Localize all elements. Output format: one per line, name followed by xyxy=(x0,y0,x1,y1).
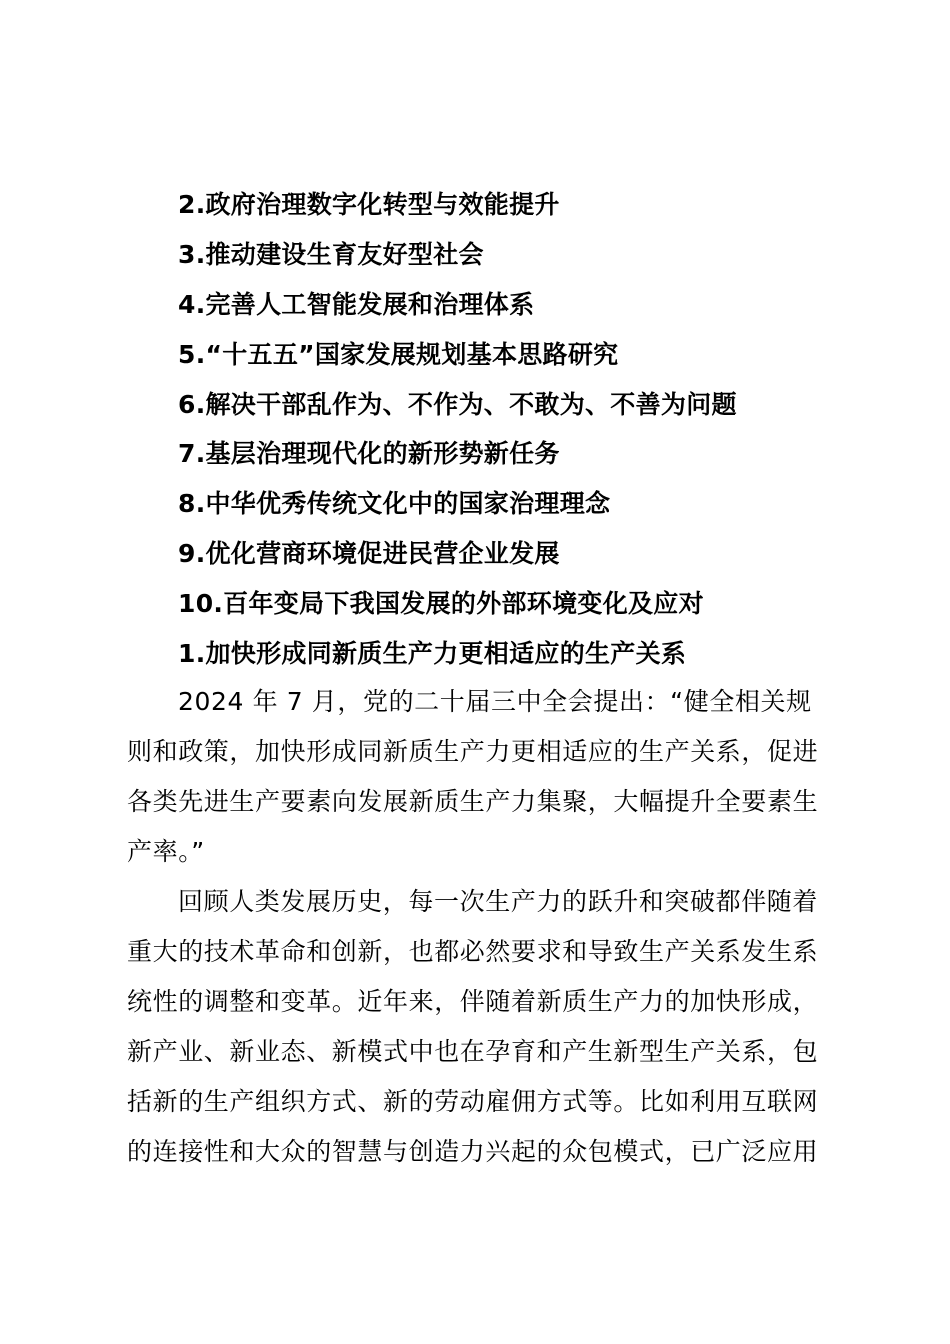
heading-item: 10.百年变局下我国发展的外部环境变化及应对 xyxy=(178,589,704,618)
paragraph-line: 产率。” xyxy=(127,837,205,866)
heading-item: 9.优化营商环境促进民营企业发展 xyxy=(178,539,560,568)
paragraph-line: 重大的技术革命和创新，也都必然要求和导致生产关系发生系 xyxy=(127,937,819,966)
paragraph-line: 回顾人类发展历史，每一次生产力的跃升和突破都伴随着 xyxy=(178,887,819,916)
paragraph-line: 的连接性和大众的智慧与创造力兴起的众包模式，已广泛应用 xyxy=(127,1137,819,1166)
heading-item: 5.“十五五”国家发展规划基本思路研究 xyxy=(178,340,619,369)
paragraph-line: 括新的生产组织方式、新的劳动雇佣方式等。比如利用互联网 xyxy=(127,1087,819,1116)
heading-item: 4.完善人工智能发展和治理体系 xyxy=(178,290,535,319)
heading-item: 7.基层治理现代化的新形势新任务 xyxy=(178,439,560,468)
heading-item: 2.政府治理数字化转型与效能提升 xyxy=(178,190,560,219)
heading-item: 8.中华优秀传统文化中的国家治理理念 xyxy=(178,489,611,518)
paragraph-line: 统性的调整和变革。近年来，伴随着新质生产力的加快形成， xyxy=(127,987,819,1016)
paragraph-line: 则和政策，加快形成同新质生产力更相适应的生产关系，促进 xyxy=(127,737,819,766)
paragraph-line: 各类先进生产要素向发展新质生产力集聚，大幅提升全要素生 xyxy=(127,787,819,816)
section-heading: 1.加快形成同新质生产力更相适应的生产关系 xyxy=(178,639,687,668)
paragraph-line: 2024 年 7 月，党的二十届三中全会提出：“健全相关规 xyxy=(178,687,812,716)
heading-item: 3.推动建设生育友好型社会 xyxy=(178,240,484,269)
heading-item: 6.解决干部乱作为、不作为、不敢为、不善为问题 xyxy=(178,390,737,419)
paragraph-line: 新产业、新业态、新模式中也在孕育和产生新型生产关系，包 xyxy=(127,1037,819,1066)
